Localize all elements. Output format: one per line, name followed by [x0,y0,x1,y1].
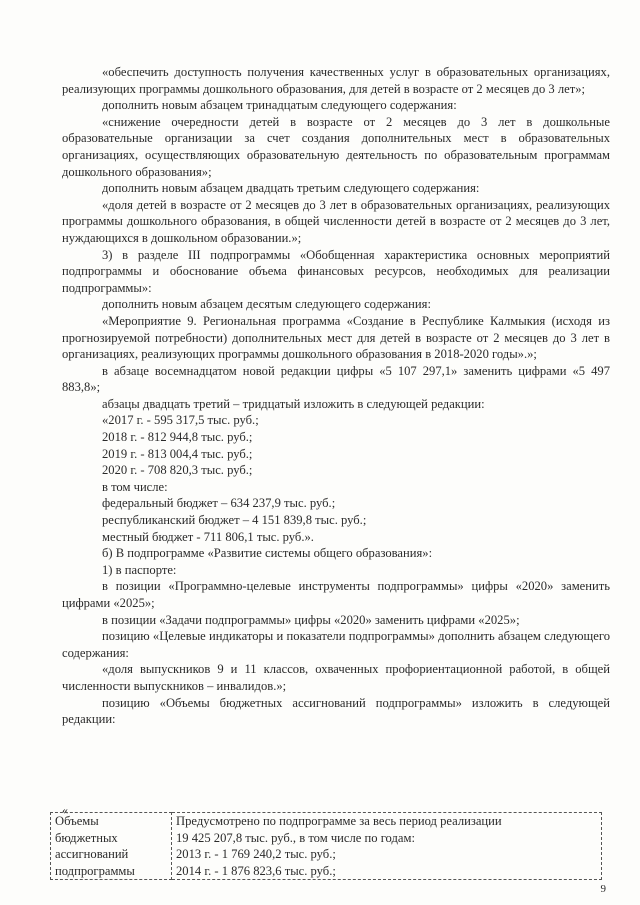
year-line: 2019 г. - 813 004,4 тыс. руб.; [102,446,253,461]
table-cell-label [51,813,172,880]
table-row [51,813,602,880]
paragraph: дополнить новым абзацем двадцать третьим следующего содержания: [102,181,480,196]
year-line: «2017 г. - 595 317,5 тыс. руб.; [102,413,259,428]
paragraph: в том числе: [102,479,168,494]
value-line: 19 425 207,8 тыс. руб., в том числе по годам: [176,830,415,845]
quote-open: « [62,803,68,817]
paragraph: «снижение очередности детей в возрасте от 2 месяцев до 3 лет в дошкольные образовательные организации за счет создания дополнительных мест в образовательных организациях, осуществляющих образовательную деятельность по образовательным программам дошкольного образования»; [62,114,610,179]
label-line: подпрограммы [55,863,135,878]
value-line: 2014 г. - 1 876 823,6 тыс. руб.; [176,863,336,878]
budget-line: федеральный бюджет – 634 237,9 тыс. руб.; [102,496,336,511]
table-cell-value [172,813,602,880]
paragraph: абзацы двадцать третий – тридцатый изложить в следующей редакции: [102,396,485,411]
value-line: Предусмотрено по подпрограмме за весь период реализации [176,814,502,828]
budget-line: республиканский бюджет – 4 151 839,8 тыс. руб.; [102,513,367,528]
year-line: 2018 г. - 812 944,8 тыс. руб.; [102,430,253,445]
page-number: 9 [600,883,606,895]
paragraph: позицию «Объемы бюджетных ассигнований подпрограммы» изложить в следующей редакции: [62,695,610,727]
paragraph: «доля детей в возрасте от 2 месяцев до 3 лет в образовательных организациях, реализующих программы дошкольного образования, в общей численности детей в возрасте от 2 месяцев до 3 лет, нуждающихся в дошкольном образовании.»; [62,197,610,245]
label-line: Объемы [55,814,99,828]
budget-line: местный бюджет - 711 806,1 тыс. руб.». [102,529,314,544]
paragraph: 1) в паспорте: [102,562,177,577]
label-line: бюджетных [55,830,118,845]
value-line: 2013 г. - 1 769 240,2 тыс. руб.; [176,847,336,862]
paragraph: 3) в разделе III подпрограммы «Обобщенная характеристика основных мероприятий подпрограммы и обоснование объема финансовых ресурсов, необходимых для реализации подпрограммы»: [62,247,610,295]
budget-table [50,812,602,880]
paragraph: дополнить новым абзацем десятым следующего содержания: [102,297,431,312]
paragraph: «обеспечить доступность получения качественных услуг в образовательных организациях, реализующих программы дошкольного образования, для детей в возрасте от 2 месяцев до 3 лет»; [62,65,610,96]
section-heading: б) В подпрограмме «Развитие системы общего образования»: [102,546,433,561]
paragraph: дополнить новым абзацем тринадцатым следующего содержания: [102,98,457,113]
paragraph: в позиции «Программно-целевые инструменты подпрограммы» цифры «2020» заменить цифрами «2025»; [62,579,610,610]
paragraph: в позиции «Задачи подпрограммы» цифры «2020» заменить цифрами «2025»; [102,612,520,627]
paragraph: позицию «Целевые индикаторы и показатели подпрограммы» дополнить абзацем следующего содержания: [62,629,610,660]
paragraph: «Мероприятие 9. Региональная программа «Создание в Республике Калмыкия (исходя из прогнозируемой потребности) дополнительных мест для детей в возрасте от 2 месяцев до 3 лет в организациях, реализующих программы дошкольного образования в 2018-2020 годы».»; [62,313,610,362]
document-body [62,64,610,728]
label-line: ассигнований [55,847,129,862]
paragraph: в абзаце восемнадцатом новой редакции цифры «5 107 297,1» заменить цифрами «5 497 883,8»; [62,363,610,395]
paragraph: «доля выпускников 9 и 11 классов, охваченных профориентационной работой, в общей численности выпускников – инвалидов.»; [62,662,610,693]
year-line: 2020 г. - 708 820,3 тыс. руб.; [102,463,253,478]
